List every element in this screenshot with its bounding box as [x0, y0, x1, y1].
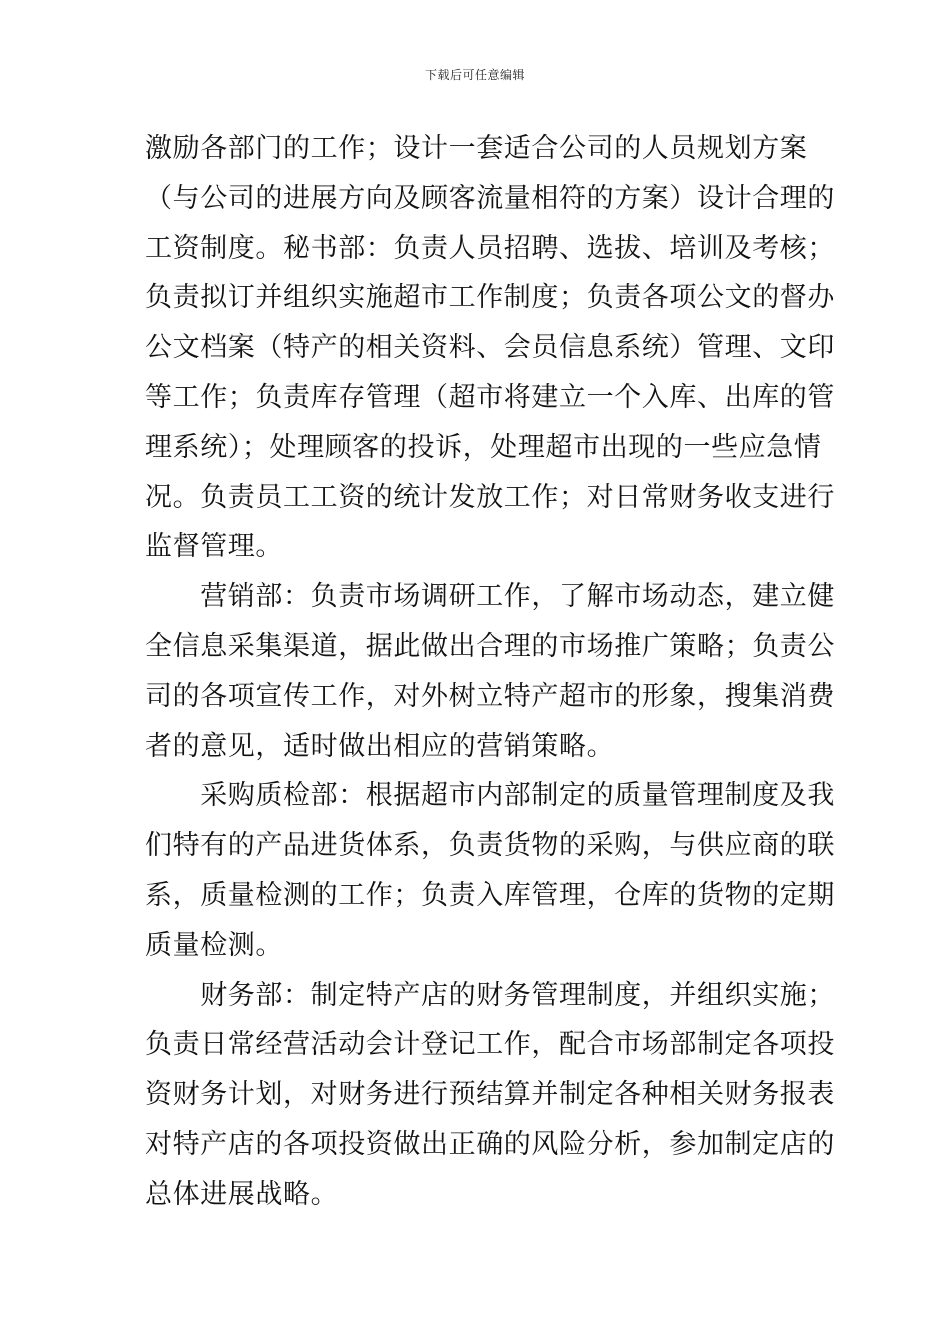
text-line: 全信息采集渠道，据此做出合理的市场推广策略；负责公	[145, 630, 835, 662]
text-line: 理系统）；处理顾客的投诉，处理超市出现的一些应急情	[145, 431, 822, 463]
text-line: 者的意见，适时做出相应的营销策略。	[145, 730, 615, 762]
text-line: 财务部：制定特产店的财务管理制度，并组织实施；	[145, 979, 835, 1011]
document-body	[145, 124, 835, 1220]
text-line: 营销部：负责市场调研工作，了解市场动态，建立健	[145, 581, 835, 613]
text-line: 激励各部门的工作；设计一套适合公司的人员规划方案	[145, 133, 808, 164]
text-line: 质量检测。	[145, 929, 283, 961]
text-line: 采购质检部：根据超市内部制定的质量管理制度及我	[145, 780, 835, 812]
text-line: （与公司的进展方向及顾客流量相符的方案）设计合理的	[145, 182, 835, 214]
text-line: 工资制度。秘书部：负责人员招聘、选拔、培训及考核；	[145, 232, 835, 264]
text-line: 对特产店的各项投资做出正确的风险分析，参加制定店的	[145, 1128, 835, 1160]
text-line: 系，质量检测的工作；负责入库管理，仓库的货物的定期	[145, 879, 835, 911]
text-line: 司的各项宣传工作，对外树立特产超市的形象，搜集消费	[145, 680, 835, 712]
text-line: 资财务计划，对财务进行预结算并制定各种相关财务报表	[145, 1079, 835, 1111]
text-line: 况。负责员工工资的统计发放工作；对日常财务收支进行	[145, 481, 835, 513]
text-line: 总体进展战略。	[145, 1178, 339, 1210]
header-note: 下载后可任意编辑	[424, 68, 525, 82]
text-line: 负责拟订并组织实施超市工作制度；负责各项公文的督办	[145, 282, 835, 314]
text-line: 们特有的产品进货体系，负责货物的采购，与供应商的联	[145, 830, 835, 862]
text-line: 公文档案（特产的相关资料、会员信息系统）管理、文印	[145, 332, 835, 364]
text-line: 监督管理。	[145, 531, 283, 563]
text-line: 负责日常经营活动会计登记工作，配合市场部制定各项投	[145, 1029, 835, 1061]
text-line: 等工作；负责库存管理（超市将建立一个入库、出库的管	[145, 381, 835, 413]
